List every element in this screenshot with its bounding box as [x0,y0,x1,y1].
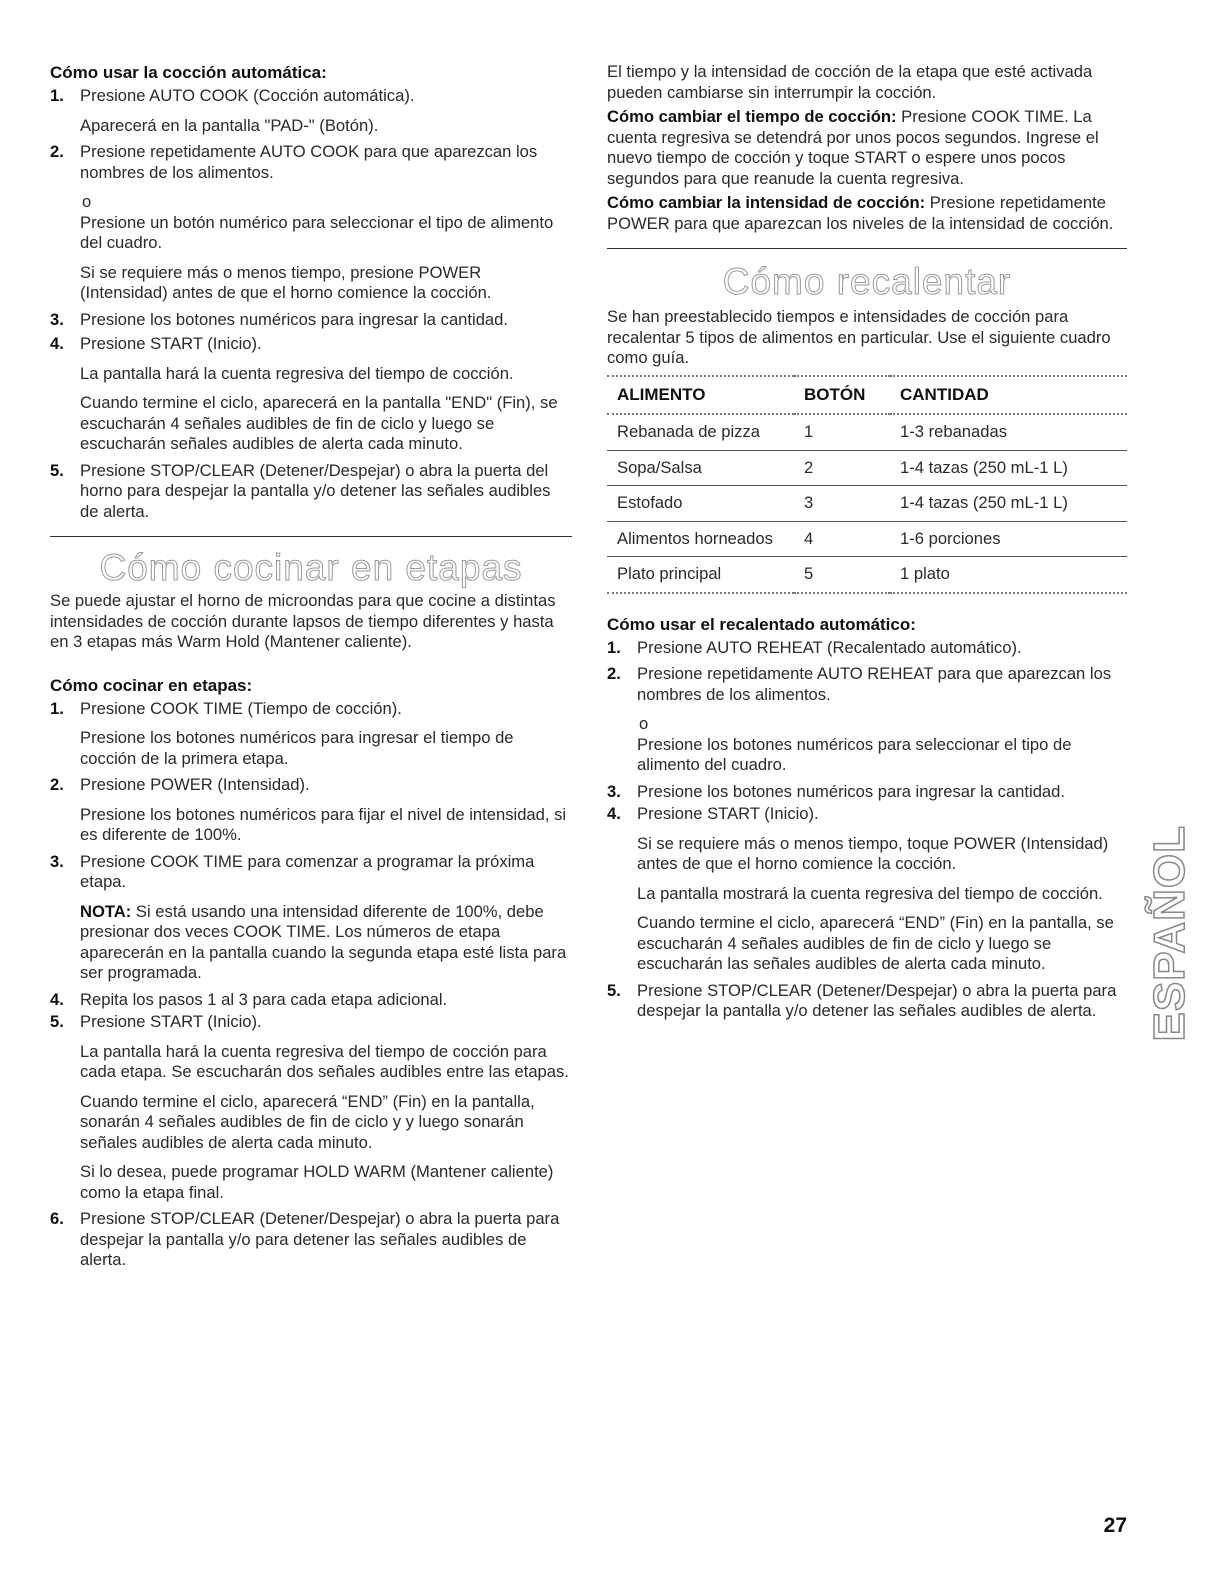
section-divider [607,248,1127,249]
table-cell: 2 [794,450,890,486]
list-item: 3. Presione los botones numéricos para ingresar la cantidad. [50,309,508,329]
table-cell: 3 [794,486,890,522]
list-item: 4. Presione START (Inicio). Si se requiere más o menos tiempo, toque POWER (Intensidad) antes de que el horno comience la cocción. La pantalla mostrará la cuenta regresiva del tiempo de cocción. Cuando termine el ciclo, aparecerá “END” (Fin) en la pantalla, se escucharán 4 señales audibles de fin de ciclo y luego se escucharán las señales audibles de alerta cada minuto. [607,804,1114,973]
language-side-tab: ESPAÑOL [1144,824,1194,1042]
auto-reheat-steps [607,638,1127,1022]
stages-steps [50,699,572,1271]
page-number: 27 [1103,1514,1127,1537]
stages-heading: Cómo cocinar en etapas: [50,675,253,695]
list-item: 1. Presione AUTO COOK (Cocción automática). Aparecerá en la pantalla "PAD-" (Botón). [50,86,415,135]
stages-banner: Cómo cocinar en etapas [99,547,523,588]
list-item: 5. Presione STOP/CLEAR (Detener/Despejar) o abra la puerta del horno para despejar la pantalla y/o detener las señales audibles de alerta. [50,460,551,521]
change-time-paragraph: Cómo cambiar el tiempo de cocción: Presione COOK TIME. La cuenta regresiva se detendrá por unos pocos segundos. Ingrese el nuevo tiempo de cocción y toque START o espere unos pocos segundos para que reanude la cuenta regresiva. [607,107,1099,188]
list-item: 4. Repita los pasos 1 al 3 para cada etapa adicional. [50,989,448,1009]
reheat-banner: Cómo recalentar [722,261,1012,302]
list-item: 6. Presione STOP/CLEAR (Detener/Despejar) o abra la puerta para despejar la pantalla y/o para detener las señales audibles de alerta. [50,1209,560,1269]
list-item: 5. Presione STOP/CLEAR (Detener/Despejar) o abra la puerta para despejar la pantalla y/o detener las señales audibles de alerta. [607,980,1117,1020]
table-row [607,414,1127,450]
list-item: 1. Presione COOK TIME (Tiempo de cocción). Presione los botones numéricos para ingresar el tiempo de cocción de la primera etapa. [50,698,514,768]
table-cell: Alimentos horneados [607,521,794,557]
table-row [607,450,1127,486]
table-row [607,486,1127,522]
list-item: 3. Presione COOK TIME para comenzar a programar la próxima etapa. NOTA: Si está usando una intensidad diferente de 100%, debe presionar dos veces COOK TIME. Los números de etapa aparecerán en la pantalla cuando la segunda etapa esté lista para ser programada. [50,852,572,984]
column-header: CANTIDAD [890,376,1127,415]
table-cell: 1 plato [890,557,1127,593]
right-column [607,62,1127,1022]
note: NOTA: Si está usando una intensidad diferente de 100%, debe presionar dos veces COOK TIME. Los números de etapa aparecerán en la pantalla cuando la segunda etapa esté lista para ser programada. [80,901,567,982]
table-cell: 1-3 rebanadas [890,414,1127,450]
table-cell: 1-4 tazas (250 mL-1 L) [890,486,1127,522]
stage-change-intro: El tiempo y la intensidad de cocción de la etapa que esté activada pueden cambiarse sin interrumpir la cocción. [607,62,1093,102]
list-item: 2. Presione repetidamente AUTO COOK para que aparezcan los nombres de los alimentos. o Presione un botón numérico para seleccionar el tipo de alimento del cuadro. Si se requiere más o menos tiempo, presione POWER (Intensidad) antes de que el horno comience la cocción. [50,142,554,302]
reheat-intro: Se han preestablecido tiempos e intensidades de cocción para recalentar 5 tipos de alimentos en particular. Use el siguiente cuadro como guía. [607,307,1111,367]
column-header: ALIMENTO [607,376,794,415]
table-cell: Rebanada de pizza [607,414,794,450]
table-row [607,557,1127,593]
column-header: BOTÓN [794,376,890,415]
table-cell: 4 [794,521,890,557]
auto-cook-steps [50,86,572,522]
table-row [607,521,1127,557]
list-item: 4. Presione START (Inicio). La pantalla hará la cuenta regresiva del tiempo de cocción. Cuando termine el ciclo, aparecerá en la pantalla "END" (Fin), se escucharán 4 señales audibles de fin de ciclo y luego se escucharán señales audibles de alerta cada minuto. [50,334,558,453]
reheat-table [607,375,1127,594]
list-item: 1. Presione AUTO REHEAT (Recalentado automático). [607,637,1022,657]
change-power-paragraph: Cómo cambiar la intensidad de cocción: Presione repetidamente POWER para que aparezcan los niveles de la intensidad de cocción. [607,193,1114,233]
auto-reheat-heading: Cómo usar el recalentado automático: [607,614,916,634]
section-divider [50,536,572,537]
table-header-row [607,376,1127,415]
list-item: 5. Presione START (Inicio). La pantalla hará la cuenta regresiva del tiempo de cocción para cada etapa. Se escucharán dos señales audibles entre las etapas. Cuando termine el ciclo, aparecerá “END” (Fin) en la pantalla, sonarán 4 señales audibles de fin de ciclo y y luego sonarán señales audibles de alerta cada minuto. Si lo desea, puede programar HOLD WARM (Mantener caliente) como la etapa final. [50,1012,569,1202]
auto-cook-heading: Cómo usar la cocción automática: [50,63,327,82]
stages-intro: Se puede ajustar el horno de microondas para que cocine a distintas intensidades de cocción durante lapsos de tiempo diferentes y hasta en 3 etapas más Warm Hold (Mantener caliente). [50,591,556,651]
list-item: 2. Presione repetidamente AUTO REHEAT para que aparezcan los nombres de los alimentos. o Presione los botones numéricos para seleccionar el tipo de alimento del cuadro. [607,664,1112,774]
table-cell: Estofado [607,486,794,522]
table-cell: Sopa/Salsa [607,450,794,486]
table-cell: 1-6 porciones [890,521,1127,557]
left-column [50,62,572,1271]
table-cell: 1-4 tazas (250 mL-1 L) [890,450,1127,486]
table-cell: 5 [794,557,890,593]
list-item: 2. Presione POWER (Intensidad). Presione los botones numéricos para fijar el nivel de intensidad, si es diferente de 100%. [50,775,567,844]
list-item: 3. Presione los botones numéricos para ingresar la cantidad. [607,781,1065,801]
table-cell: Plato principal [607,557,794,593]
table-cell: 1 [794,414,890,450]
